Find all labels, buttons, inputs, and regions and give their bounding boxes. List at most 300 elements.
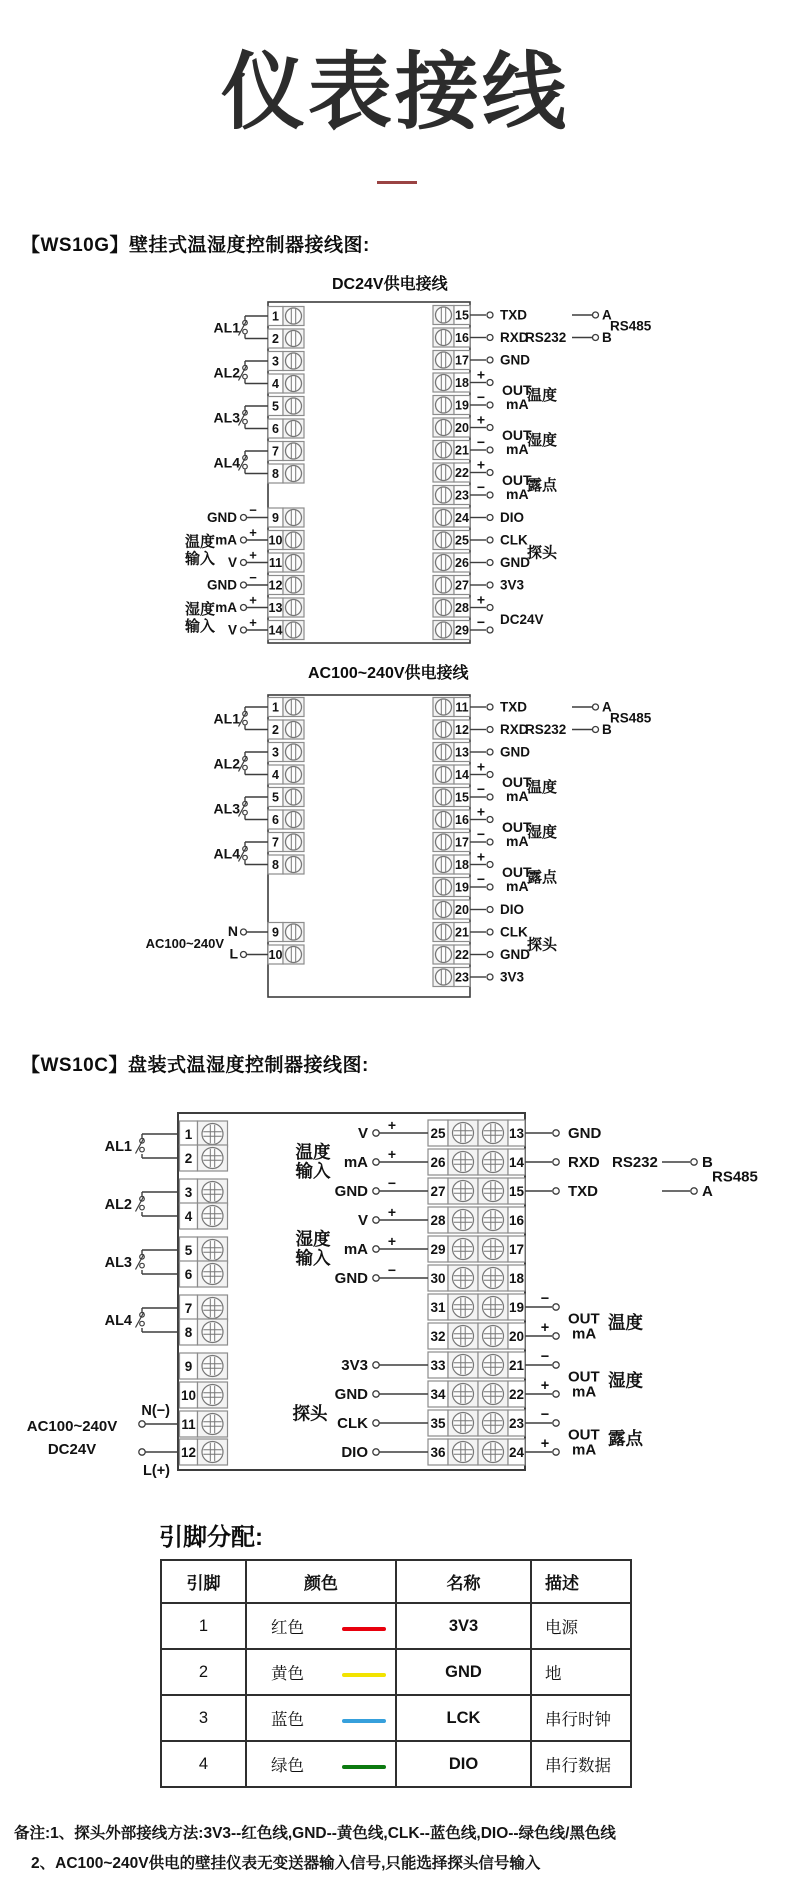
terminal-number: 5 (272, 399, 279, 414)
terminal-number: 3 (272, 354, 279, 369)
unit-label: mA (506, 485, 529, 502)
terminal-number: 11 (181, 1417, 196, 1432)
relay-label: AL2 (104, 1197, 132, 1213)
polarity-sign: + (476, 456, 486, 473)
terminal-number: 26 (430, 1155, 446, 1170)
relay-contact (214, 707, 268, 730)
pin-label: 3V3 (500, 577, 525, 593)
pin-label: DIO (500, 902, 525, 917)
terminal (268, 508, 304, 527)
pin-table-heading: 引脚分配: (159, 1524, 263, 1551)
terminal (268, 576, 304, 595)
polarity-sign: + (540, 1378, 550, 1394)
terminal (433, 788, 470, 807)
terminal-number: 14 (455, 768, 469, 782)
color-swatch (342, 1673, 386, 1677)
terminal-number: 4 (184, 1209, 193, 1224)
terminal (433, 945, 470, 964)
neutral-label: N(−) (141, 1403, 170, 1419)
polarity-sign: − (476, 871, 486, 887)
pin-label: GND (500, 352, 530, 368)
terminal-number: 8 (272, 858, 279, 872)
interface-label: RS232 (525, 722, 567, 737)
terminal (180, 1353, 228, 1379)
pin-label: V (227, 622, 237, 638)
polarity-sign: + (249, 525, 257, 540)
polarity-sign: + (249, 547, 257, 563)
terminal-number: 23 (455, 488, 469, 503)
color-cell (246, 1649, 396, 1695)
terminal (180, 1319, 228, 1345)
pin-label: V (227, 555, 237, 570)
terminal (428, 1323, 525, 1349)
probe-label: 探头 (527, 936, 558, 954)
polarity-sign: − (387, 1262, 397, 1278)
polarity-sign: − (476, 434, 486, 450)
terminal-number: 30 (430, 1271, 446, 1286)
relay-contact (214, 451, 268, 474)
group-label: 湿度 (295, 1229, 331, 1249)
terminal (268, 374, 304, 393)
description-cell: 串行时钟 (531, 1695, 631, 1741)
terminal (433, 598, 470, 617)
pin-label: GND (500, 555, 530, 570)
terminal (268, 442, 304, 461)
color-name: 蓝色 (271, 1711, 304, 1729)
terminal-number: 6 (184, 1267, 193, 1282)
column-header-pin: 引脚 (161, 1560, 246, 1603)
channel-label: 露点 (608, 1428, 643, 1449)
terminal-number: 6 (272, 813, 279, 827)
relay-label: AL3 (213, 800, 240, 817)
terminal-number: 29 (455, 623, 469, 638)
terminal (433, 621, 470, 640)
terminal (433, 553, 470, 572)
terminal-number: 13 (268, 601, 283, 615)
terminal-number: 12 (455, 723, 469, 737)
pin-label: GND (207, 510, 237, 525)
terminal-number: 22 (508, 1387, 525, 1402)
live-label: L(+) (143, 1463, 170, 1479)
description-cell: 地 (531, 1649, 631, 1695)
terminal (268, 855, 304, 874)
terminal-number: 25 (455, 533, 469, 548)
probe-label: 探头 (292, 1403, 328, 1424)
polarity-sign: + (476, 591, 486, 608)
terminal-number: 18 (508, 1271, 525, 1286)
pin-label: 3V3 (341, 1357, 368, 1374)
out-label: OUT (568, 1426, 600, 1444)
terminal (428, 1178, 525, 1204)
relay-label: AL1 (213, 710, 240, 727)
terminal (433, 765, 470, 784)
page-title: 仪表接线 (220, 45, 569, 139)
bus-label: RS485 (610, 318, 652, 334)
relay-label: AL4 (104, 1313, 132, 1329)
terminal-number: 21 (508, 1358, 525, 1373)
terminal-number: 36 (430, 1445, 446, 1460)
terminal-number: 1 (184, 1127, 193, 1142)
pin-label: DIO (500, 510, 525, 525)
terminal (268, 329, 304, 348)
terminal-number: 18 (455, 376, 469, 390)
terminal (268, 743, 304, 762)
section-heading-ws10c: 【WS10C】盘装式温湿度控制器接线图: (21, 1055, 369, 1076)
terminal-number: 15 (455, 308, 469, 323)
terminal (428, 1381, 525, 1407)
terminal-number: 20 (455, 903, 469, 917)
terminal (268, 397, 304, 416)
terminal-number: 4 (272, 377, 279, 391)
polarity-sign: + (476, 411, 486, 428)
group-label: 温度 (184, 533, 216, 551)
pin-label: mA (215, 600, 237, 615)
pin-label: GND (500, 744, 530, 760)
polarity-sign: − (540, 1349, 550, 1365)
relay-label: AL2 (213, 755, 240, 772)
pin-label: TXD (500, 307, 527, 323)
color-name: 绿色 (271, 1757, 304, 1775)
terminal (428, 1207, 525, 1233)
terminal-number: 27 (455, 578, 469, 593)
polarity-sign: + (476, 803, 486, 820)
polarity-sign: − (387, 1175, 397, 1191)
power-source-label: DC24V (47, 1441, 97, 1458)
terminal (433, 720, 470, 739)
bus-line-label: B (702, 1154, 713, 1171)
terminal-number: 23 (455, 970, 469, 985)
terminal (268, 810, 304, 829)
polarity-sign: − (476, 781, 486, 797)
terminal-number: 16 (508, 1213, 525, 1228)
out-label: OUT (502, 471, 532, 488)
footnote-line-1: 备注:1、探头外部接线方法:3V3--红色线,GND--黄色线,CLK--蓝色线,DIO--绿色线/黑色线 (14, 1825, 616, 1842)
relay-contact (214, 316, 268, 339)
polarity-sign: − (540, 1291, 550, 1307)
column-header-color: 颜色 (246, 1560, 396, 1603)
terminal-number: 2 (272, 332, 279, 346)
terminal-number: 3 (184, 1185, 193, 1200)
terminal (433, 441, 470, 460)
polarity-sign: + (540, 1436, 550, 1452)
unit-label: mA (572, 1383, 597, 1401)
footnote-line-2: 2、AC100~240V供电的壁挂仪表无变送器输入信号,只能选择探头信号输入 (31, 1855, 541, 1872)
terminal (180, 1439, 228, 1465)
terminal (428, 1410, 525, 1436)
terminal (268, 307, 304, 326)
relay-contact (214, 842, 268, 865)
terminal-number: 12 (180, 1445, 197, 1460)
title-underline (377, 181, 417, 184)
relay-contact (105, 1192, 178, 1216)
terminal-number: 25 (430, 1126, 446, 1141)
interface-label: RS232 (612, 1154, 658, 1171)
signal-name-cell: GND (396, 1649, 531, 1695)
terminal-number: 23 (508, 1416, 525, 1431)
terminal-number: 29 (430, 1242, 446, 1257)
relay-contact (214, 797, 268, 820)
power-source-label: AC100~240V (145, 935, 224, 951)
terminal-number: 15 (455, 790, 469, 805)
relay-contact (214, 361, 268, 384)
polarity-sign: + (476, 366, 486, 383)
terminal-number: 21 (455, 925, 469, 940)
terminal-number: 7 (184, 1301, 193, 1316)
terminal-number: 17 (455, 835, 469, 850)
terminal-number: 19 (508, 1300, 525, 1315)
pin-label: mA (343, 1154, 368, 1171)
terminal (268, 833, 304, 852)
terminal (433, 968, 470, 987)
signal-name-cell: DIO (396, 1741, 531, 1787)
terminal-number: 9 (272, 925, 279, 940)
terminal (268, 352, 304, 371)
out-label: OUT (502, 818, 532, 835)
footnotes (14, 1819, 780, 1879)
terminal-number: 16 (455, 331, 469, 345)
terminal-number: 10 (268, 948, 283, 962)
terminal (433, 743, 470, 762)
terminal (268, 553, 304, 572)
channel-label: 湿度 (608, 1370, 643, 1391)
polarity-sign: + (249, 615, 257, 630)
pin-label: GND (334, 1270, 368, 1287)
terminal (433, 923, 470, 942)
terminal-number: 22 (455, 948, 469, 962)
terminal-number: 5 (184, 1243, 193, 1258)
terminal (268, 531, 304, 550)
terminal-number: 17 (508, 1242, 525, 1257)
polarity-sign: + (387, 1117, 397, 1133)
terminal-number: 9 (184, 1359, 193, 1374)
group-label: 输入 (184, 617, 216, 635)
group-label: 输入 (295, 1248, 331, 1268)
terminal (180, 1382, 228, 1408)
pin-label: CLK (500, 532, 528, 548)
relay-label: AL4 (213, 454, 240, 471)
terminal-number: 31 (430, 1300, 446, 1315)
table-row (161, 1695, 631, 1741)
relay-contact (214, 752, 268, 775)
terminal (433, 306, 470, 325)
terminal (433, 463, 470, 482)
signal-name-cell: LCK (396, 1695, 531, 1741)
polarity-sign: + (387, 1204, 397, 1220)
bus-line-label: A (602, 699, 612, 715)
relay-label: AL1 (104, 1139, 132, 1155)
color-swatch (342, 1627, 386, 1631)
polarity-sign: − (476, 614, 486, 630)
signal-name-cell: 3V3 (396, 1603, 531, 1649)
terminal (268, 598, 304, 617)
terminal-number: 8 (272, 467, 279, 481)
color-cell (246, 1695, 396, 1741)
terminal (433, 351, 470, 370)
terminal (433, 531, 470, 550)
terminal-number: 18 (455, 858, 469, 872)
terminal (428, 1149, 525, 1175)
pin-number-cell: 4 (161, 1741, 246, 1787)
polarity-sign: + (387, 1146, 397, 1162)
terminal-number: 22 (455, 466, 469, 480)
relay-contact (105, 1308, 178, 1332)
pin-label: mA (343, 1241, 368, 1258)
channel-label: 温度 (527, 386, 558, 404)
polarity-sign: − (249, 570, 257, 585)
terminal-number: 17 (455, 353, 469, 368)
diagram-title-ac: AC100~240V供电接线 (308, 665, 469, 682)
terminal (180, 1237, 228, 1263)
terminal (433, 810, 470, 829)
power-label: DC24V (500, 611, 544, 627)
pin-number-cell: 2 (161, 1649, 246, 1695)
color-swatch (342, 1765, 386, 1769)
bus-label: RS485 (712, 1168, 758, 1186)
terminal (433, 328, 470, 347)
terminal-number: 14 (508, 1155, 525, 1170)
unit-label: mA (572, 1325, 597, 1343)
unit-label: mA (506, 832, 529, 849)
relay-contact (105, 1134, 178, 1158)
terminal-number: 10 (180, 1388, 197, 1403)
pin-label: TXD (568, 1183, 598, 1200)
terminal (433, 900, 470, 919)
terminal (268, 788, 304, 807)
wiring-diagram-ws10c (0, 1105, 790, 1485)
table-row (161, 1741, 631, 1787)
terminal-number: 24 (508, 1445, 525, 1460)
terminal-number: 28 (430, 1213, 446, 1228)
terminal (180, 1295, 228, 1321)
terminal-number: 26 (455, 556, 469, 570)
terminal-number: 7 (272, 835, 279, 850)
polarity-sign: − (476, 479, 486, 495)
color-name: 红色 (271, 1619, 304, 1637)
terminal (428, 1236, 525, 1262)
terminal-number: 2 (184, 1151, 193, 1166)
pin-label: RXD (568, 1154, 600, 1171)
wiring-diagram-ws10g-dc24v (0, 295, 790, 655)
relay-label: AL3 (104, 1255, 132, 1271)
unit-label: mA (506, 440, 529, 457)
terminal-number: 5 (272, 790, 279, 805)
terminal-number: 20 (455, 421, 469, 435)
pin-label: GND (207, 577, 237, 593)
pin-label: GND (334, 1386, 368, 1403)
pin-label: 3V3 (500, 969, 525, 985)
relay-label: AL1 (213, 319, 240, 336)
diagram-title-dc24v: DC24V供电接线 (332, 276, 448, 293)
terminal-number: 19 (455, 398, 469, 413)
group-label: 湿度 (184, 600, 216, 618)
color-swatch (342, 1719, 386, 1723)
channel-label: 温度 (527, 778, 558, 796)
bus-line-label: A (702, 1183, 713, 1200)
terminal-number: 34 (430, 1387, 446, 1402)
unit-label: mA (506, 395, 529, 412)
color-name: 黄色 (271, 1665, 304, 1683)
relay-contact (214, 406, 268, 429)
terminal (268, 698, 304, 717)
pin-label: L (229, 945, 238, 962)
terminal (433, 486, 470, 505)
table-header-row (161, 1560, 631, 1603)
polarity-sign: + (249, 592, 257, 608)
terminal (433, 396, 470, 415)
terminal-number: 16 (455, 813, 469, 827)
terminal-number: 32 (430, 1329, 446, 1344)
unit-label: mA (506, 787, 529, 804)
terminal (180, 1145, 228, 1171)
channel-label: 温度 (608, 1312, 643, 1333)
pin-number-cell: 3 (161, 1695, 246, 1741)
terminal-number: 21 (455, 443, 469, 458)
column-header-desc: 描述 (531, 1560, 631, 1603)
terminal (428, 1352, 525, 1378)
polarity-sign: + (387, 1233, 397, 1249)
pin-number-cell: 1 (161, 1603, 246, 1649)
probe-label: 探头 (527, 544, 558, 562)
polarity-sign: + (476, 758, 486, 775)
terminal (180, 1179, 228, 1205)
terminal (428, 1439, 525, 1465)
bus-label: RS485 (610, 710, 652, 726)
pin-label: DIO (341, 1444, 368, 1461)
terminal-number: 27 (430, 1184, 446, 1199)
terminal-number: 8 (184, 1325, 193, 1340)
color-cell (246, 1603, 396, 1649)
terminal-number: 7 (272, 444, 279, 459)
pin-label: GND (334, 1183, 368, 1200)
channel-label: 露点 (527, 868, 558, 886)
table-row (161, 1649, 631, 1695)
terminal (180, 1411, 228, 1437)
polarity-sign: − (249, 502, 257, 518)
terminal-number: 19 (455, 880, 469, 895)
channel-label: 湿度 (527, 431, 558, 449)
description-cell: 电源 (531, 1603, 631, 1649)
section-heading-ws10g: 【WS10G】壁挂式温湿度控制器接线图: (21, 235, 370, 256)
out-label: OUT (502, 381, 532, 398)
terminal-number: 11 (455, 700, 469, 715)
relay-label: AL2 (213, 364, 240, 381)
terminal (433, 833, 470, 852)
out-label: OUT (502, 863, 532, 880)
terminal-number: 9 (272, 511, 279, 525)
terminal (428, 1120, 525, 1146)
terminal (268, 621, 304, 640)
out-label: OUT (502, 773, 532, 790)
pin-label: GND (500, 947, 530, 962)
pin-label: N (227, 923, 238, 939)
terminal-number: 35 (430, 1416, 446, 1431)
group-label: 输入 (295, 1161, 331, 1181)
interface-label: RS232 (525, 330, 567, 345)
terminal (180, 1203, 228, 1229)
color-cell (246, 1741, 396, 1787)
terminal (180, 1121, 228, 1147)
group-label: 输入 (184, 550, 216, 568)
out-label: OUT (568, 1310, 600, 1328)
terminal-number: 13 (508, 1126, 525, 1141)
terminal-number: 11 (268, 556, 283, 570)
terminal (428, 1265, 525, 1291)
terminal (433, 855, 470, 874)
pin-assignment-table (160, 1559, 632, 1788)
unit-label: mA (506, 877, 529, 894)
group-label: 温度 (295, 1142, 331, 1162)
terminal (180, 1261, 228, 1287)
